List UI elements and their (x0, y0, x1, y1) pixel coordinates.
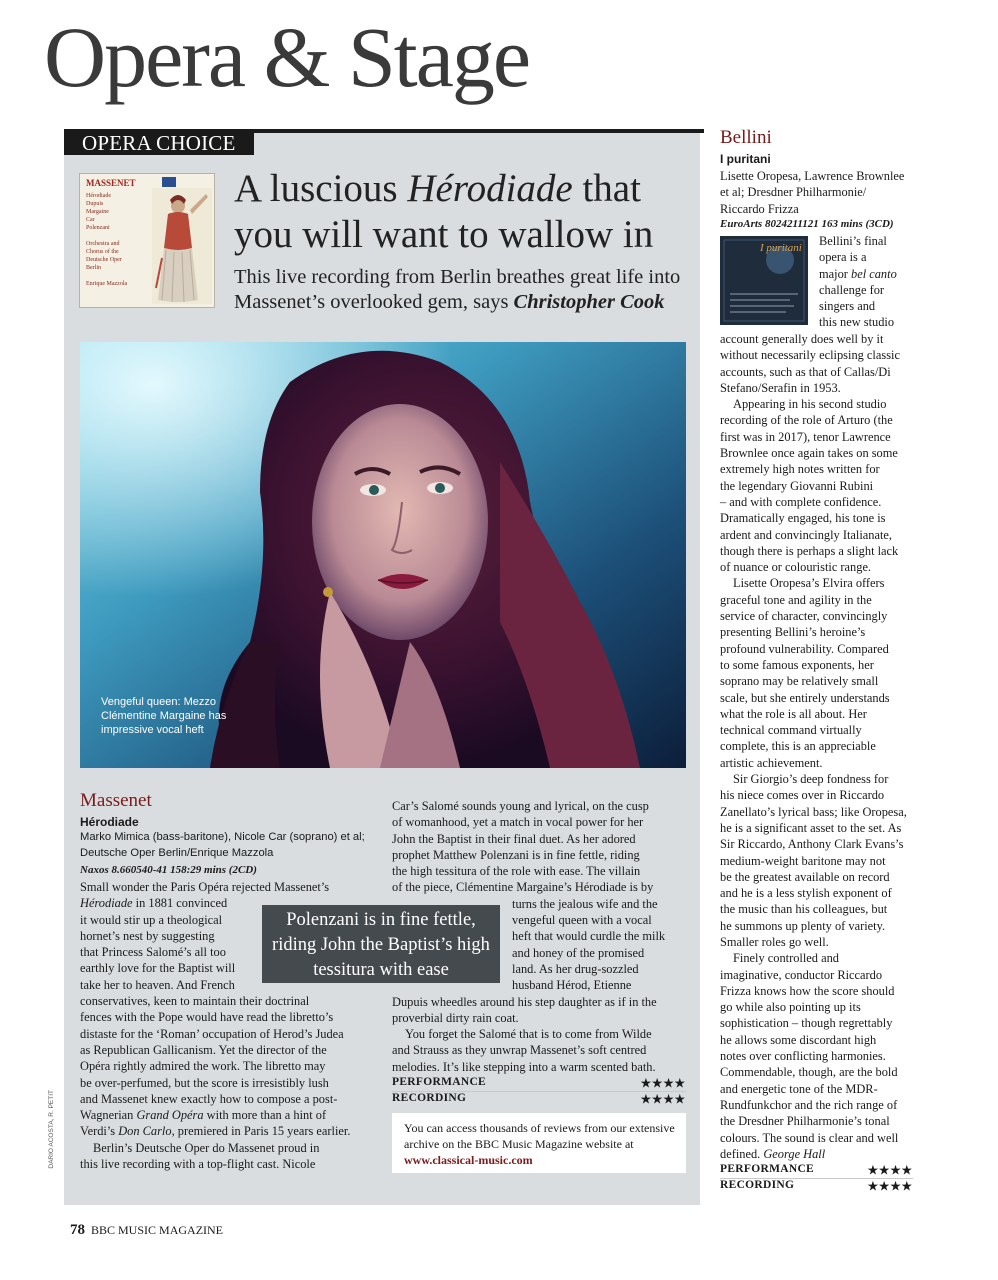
text-line: Dupuis wheedles around his step daughter as if in the (392, 994, 657, 1009)
cover-credit-line (86, 272, 150, 280)
text-line: Sir Giorgio’s deep fondness for (733, 772, 889, 787)
text-line: be the greatest available on record (720, 869, 890, 884)
text-line: earthly love for the Baptist will (80, 961, 236, 976)
text-line: that Princess Salomé’s all too (80, 945, 226, 960)
text-line: Brownlee once again takes on some (720, 446, 898, 461)
text-line: go while also pointing up its (720, 1000, 861, 1015)
text-line: colours. The sound is clear and well (720, 1130, 899, 1145)
cover-credit-line: Deutsche Oper (86, 257, 122, 263)
text-line: soprano may be relatively small (720, 674, 879, 689)
side-review-composer: Bellini (720, 127, 772, 148)
text-line: take her to heaven. And French (80, 977, 235, 992)
text-line: this live recording with a top-flight cast. Nicole (80, 1157, 316, 1172)
text-line: his niece comes over in Riccardo (720, 788, 885, 803)
cover-credit-line: Car (86, 217, 95, 223)
cover-figure-illustration (152, 188, 212, 304)
review-performers: Marko Mimica (bass-baritone), Nicole Car (soprano) et al; Deutsche Oper Berlin/Enrique Mazzola (80, 831, 365, 859)
performance-stars: ★★★★ (640, 1078, 686, 1090)
pull-quote: Polenzani is in fine fettle, riding John the Baptist’s high tessitura with ease (262, 905, 500, 983)
text-line: proverbial dirty rain coat. (392, 1010, 519, 1025)
text-line: Lisette Oropesa, Lawrence Brownlee (720, 169, 905, 183)
text-line: of nuance or colouristic range. (720, 560, 872, 575)
text-line: of womanhood, yet a match in vocal power for her (392, 815, 644, 830)
text-line: it would stir up a theological (80, 912, 223, 927)
text-line: defined. George Hall (720, 1146, 826, 1161)
photo-caption: Vengeful queen: Mezzo Clémentine Margaine has impressive vocal heft (101, 696, 227, 736)
recording-stars: ★★★★ (640, 1094, 686, 1106)
cover-credit-line: Enrique Mazzola (86, 281, 128, 287)
text-line: be over-perfumed, but the score is irresistibly lush (80, 1075, 329, 1090)
text-line: presenting Bellini’s heroine’s (720, 625, 866, 640)
review-composer: Massenet (80, 790, 152, 811)
text-line: fences with the Pope would have read the libretto’s (80, 1010, 334, 1025)
text-line: Riccardo Frizza (720, 201, 799, 216)
text-line: this new studio (819, 315, 895, 330)
review-headline: A luscious Hérodiade that you will want to wallow in (234, 167, 654, 256)
text-line: the Dresdner Philharmonie’s tonal (720, 1114, 890, 1129)
text-line: and energetic tone of the MDR- (720, 1081, 878, 1096)
text-line: Dramatically engaged, his tone is (720, 511, 886, 526)
text-line: You forget the Salomé that is to come from Wilde (405, 1027, 652, 1042)
page-number: 78 (70, 1222, 85, 1238)
text-line: sophistication – though regrettably (720, 1016, 893, 1031)
archive-promo-text: You can access thousands of reviews from our extensive archive on the BBC Music Magazine website at www.classical-music.com (404, 1121, 675, 1167)
text-line: challenge for (819, 282, 885, 297)
cover-credit-line: Orchestra and (86, 241, 120, 247)
cover-credit-line (86, 232, 150, 240)
text-line: recording of the role of Arturo (the (720, 413, 893, 428)
text-line: without necessarily eclipsing classic (720, 348, 900, 363)
text-line: Stefano/Serafin in 1953. (720, 380, 841, 395)
text-line: Appearing in his second studio (733, 397, 887, 412)
review-work-title: Hérodiade (80, 815, 139, 829)
thumb-title: I puritani (760, 242, 802, 254)
text-line: Lisette Oropesa’s Elvira offers (733, 576, 885, 591)
side-performance-stars: ★★★★ (867, 1165, 913, 1177)
archive-link[interactable]: www.classical-music.com (404, 1153, 533, 1167)
text-line: notes over conflicting harmonies. (720, 1049, 886, 1064)
text-line: technical command virtually (720, 723, 862, 738)
text-line: account generally does well by it (720, 332, 884, 346)
text-line: opera is a (819, 250, 867, 265)
text-line: what the role is all about. Her (720, 706, 867, 721)
text-line: complete, this is an appreciable (720, 739, 876, 754)
text-line: artistic achievement. (720, 755, 823, 770)
text-line: and Strauss as they unwrap Massenet’s soft centred (392, 1043, 647, 1058)
cover-credit-line: Chorus of the (86, 249, 119, 255)
side-review-performers (720, 168, 920, 217)
text-line: Car’s Salomé sounds young and lyrical, on the cusp (392, 799, 649, 813)
cover-title: MASSENET (86, 178, 136, 188)
text-line: Bellini’s final (819, 234, 887, 248)
text-line: conservatives, keen to maintain their doctrinal (80, 994, 310, 1009)
reviewer-signoff: George Hall (760, 1146, 826, 1161)
text-line: hornet’s nest by suggesting (80, 928, 215, 943)
side-review-body (720, 331, 920, 1162)
text-line: husband Hérod, Etienne (512, 978, 632, 993)
text-line: Berlin’s Deutsche Oper do Massenet proud in (93, 1140, 320, 1155)
text-line: Sir Riccardo, Anthony Clark Evans’s (720, 837, 904, 852)
main-performance-rating: PERFORMANCE ★★★★ (392, 1076, 686, 1090)
text-line: singers and (819, 299, 876, 314)
text-line: though there is perhaps a slight lack (720, 543, 899, 558)
text-line: Zanellato’s lyrical bass; like Oropesa, (720, 804, 907, 819)
standfirst: This live recording from Berlin breathes great life into Massenet’s overlooked gem, says Christopher Cook (234, 266, 681, 313)
text-line: extremely high notes written for (720, 462, 880, 477)
cover-credit-line: Berlin (86, 265, 101, 271)
cover-credits (86, 192, 150, 288)
magazine-name: BBC MUSIC MAGAZINE (91, 1223, 224, 1237)
naxos-logo-icon (162, 177, 176, 187)
text-line: and honey of the promised (512, 945, 645, 960)
side-performance-rating: PERFORMANCE ★★★★ (720, 1163, 913, 1177)
section-title: Opera & Stage (44, 9, 530, 105)
text-line: service of character, convincingly (720, 609, 888, 624)
opera-choice-badge: OPERA CHOICE (64, 131, 254, 155)
text-line: Smaller roles go well. (720, 934, 829, 949)
cover-credit-line: Hérodiade (86, 193, 111, 199)
page-folio (70, 1222, 223, 1239)
text-line: heft that would curdle the milk (512, 929, 666, 944)
review-catalogue: Naxos 8.660540-41 158:29 mins (2CD) (80, 864, 257, 876)
text-line: Wagnerian Grand Opéra with more than a hint of (80, 1108, 327, 1123)
text-line: the high tessitura of the role with ease. The villain (392, 864, 641, 879)
archive-promo-box (392, 1113, 686, 1173)
cover-credit-line: Margaine (86, 209, 109, 215)
text-line: Small wonder the Paris Opéra rejected Massenet’s (80, 880, 330, 894)
text-line: Frizza knows how the score should (720, 983, 895, 998)
text-line: the music than his colleagues, but (720, 902, 888, 917)
cover-credit-line: Polenzani (86, 225, 110, 231)
side-review-work-title: I puritani (720, 152, 771, 166)
text-line: Commendable, though, are the bold (720, 1065, 898, 1080)
text-line: Rundfunkchor and the rich range of (720, 1097, 898, 1112)
text-line: as Republican Gallicanism. Yet the director of the (80, 1042, 327, 1057)
text-line: Opéra rightly admired the work. The libretto may (80, 1059, 326, 1074)
text-line: medium-weight baritone may not (720, 853, 886, 868)
text-line: et al; Dresdner Philharmonie/ (720, 185, 867, 200)
text-line: vengeful queen with a vocal (512, 913, 652, 928)
photo-credit: DARIO ACOSTA, R. PETIT (48, 1090, 55, 1169)
text-line: major bel canto (819, 266, 897, 281)
text-line: graceful tone and agility in the (720, 592, 872, 607)
text-line: and he is a less stylish exponent of (720, 886, 892, 901)
side-recording-stars: ★★★★ (867, 1181, 913, 1193)
text-line: turns the jealous wife and the (512, 896, 658, 911)
side-recording-rating: RECORDING ★★★★ (720, 1179, 913, 1193)
text-line: John the Baptist in their final duet. As her adored (392, 831, 636, 846)
text-line: – and with complete confidence. (720, 494, 882, 509)
text-line: first was in 2017), tenor Lawrence (720, 429, 891, 444)
text-line: scale, but she entirely understands (720, 690, 890, 705)
cd-cover-herodiade (79, 173, 215, 308)
text-line: accounts, such as that of Callas/Di (720, 364, 891, 379)
text-line: and Massenet knew exactly how to compose a post- (80, 1091, 338, 1106)
text-line: ardent and convincingly Italianate, (720, 527, 893, 542)
text-line: of the piece, Clémentine Margaine’s Hérodiade is by (392, 880, 654, 895)
text-line: Hérodiade in 1881 convinced (80, 896, 228, 911)
side-review-wrap-text (819, 233, 919, 331)
text-line: imaginative, conductor Riccardo (720, 967, 883, 982)
text-line: melodies. It’s like stepping into a warm scented bath. (392, 1059, 656, 1074)
cover-credit-line: Dupuis (86, 201, 104, 207)
cd-cover-puritani (720, 236, 808, 325)
text-line: the legendary Giovanni Rubini (720, 478, 874, 493)
text-line: to some famous exponents, her (720, 657, 874, 672)
text-line: he summons up plenty of variety. (720, 918, 886, 933)
text-line: Finely controlled and (733, 951, 839, 966)
text-line: Verdi’s Don Carlo, premiered in Paris 15 years earlier. (80, 1124, 351, 1139)
text-line: distaste for the ‘Roman’ occupation of Herod’s Judea (80, 1026, 344, 1041)
main-recording-rating: RECORDING ★★★★ (392, 1092, 686, 1106)
text-line: he allows some discordant high (720, 1032, 877, 1047)
text-line: prophet Matthew Polenzani is in fine fettle, riding (392, 847, 640, 862)
text-line: profound vulnerability. Compared (720, 641, 889, 656)
text-line: he is a significant asset to the set. As (720, 820, 902, 835)
text-line: land. As her drug-sozzled (512, 961, 639, 976)
side-review-catalogue: EuroArts 8024211121 163 mins (3CD) (720, 218, 894, 230)
